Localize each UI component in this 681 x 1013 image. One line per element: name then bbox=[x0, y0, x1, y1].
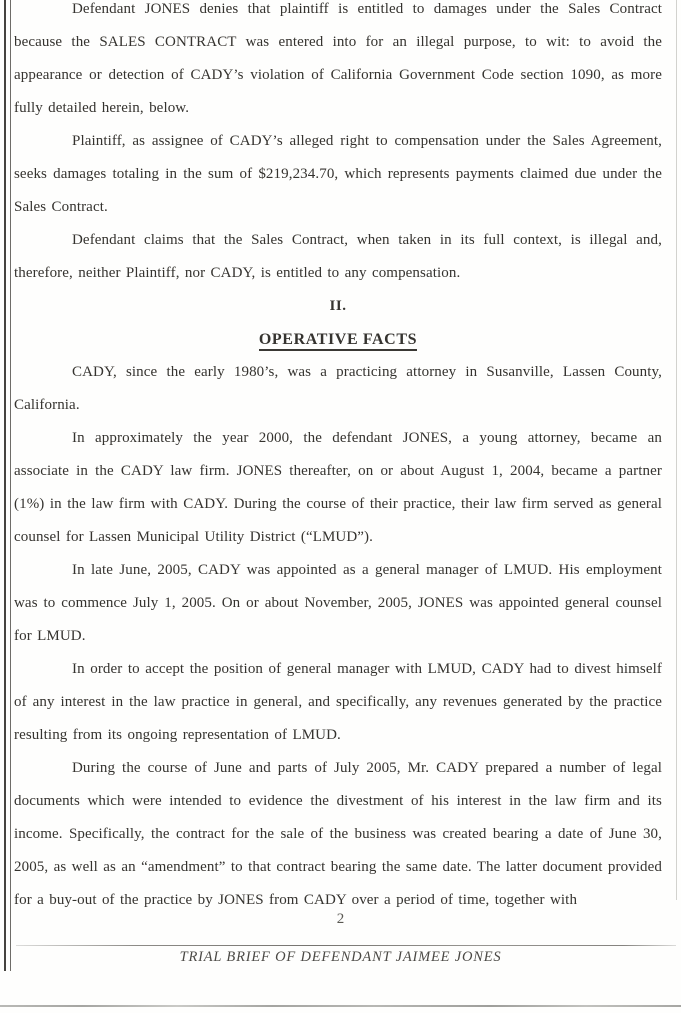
paragraph: CADY, since the early 1980’s, was a practicing attorney in Susanville, Lassen County, California. bbox=[14, 364, 662, 413]
left-margin-rule bbox=[4, 0, 11, 971]
right-margin-rule bbox=[676, 0, 677, 900]
section-heading-text: OPERATIVE FACTS bbox=[259, 331, 417, 351]
page-number: 2 bbox=[336, 911, 345, 927]
footer-title: TRIAL BRIEF OF DEFENDANT JAIMEE JONES bbox=[179, 949, 502, 965]
paragraph: In late June, 2005, CADY was appointed as a general manager of LMUD. His employment was to commence July 1, 2005. On or about November, 2005, JONES was appointed general counsel for LMUD. bbox=[14, 562, 662, 644]
paragraph: Defendant claims that the Sales Contract, when taken in its full context, is illegal and, therefore, neither Plaintiff, nor CADY, is entitled to any compensation. bbox=[14, 232, 662, 281]
document-body bbox=[14, 0, 662, 917]
paragraph: In order to accept the position of general manager with LMUD, CADY had to divest himself of any interest in the law practice in general, and specifically, any revenues generated by the practice resulting from its ongoing representation of LMUD. bbox=[14, 661, 662, 743]
scan-bottom-edge-line bbox=[0, 1005, 681, 1007]
footer-rule bbox=[16, 945, 676, 946]
section-heading bbox=[14, 323, 662, 356]
paragraph: Plaintiff, as assignee of CADY’s alleged right to compensation under the Sales Agreement, seeks damages totaling in the sum of $219,234.70, which represents payments claimed due under the Sales Contract. bbox=[14, 133, 662, 215]
paragraph: During the course of June and parts of July 2005, Mr. CADY prepared a number of legal documents which were intended to evidence the divestment of his interest in the law firm and its income. Specifically, the contract for the sale of the business was created bearing a date of June 30, 2005, as well as an “amendment” to that contract bearing the same date. The latter document provided for a buy-out of the practice by JONES from CADY over a period of time, together with bbox=[14, 760, 662, 908]
paragraph: Defendant JONES denies that plaintiff is entitled to damages under the Sales Contract because the SALES CONTRACT was entered into for an illegal purpose, to wit: to avoid the appearance or detection of CADY’s violation of California Government Code section 1090, as more fully detailed herein, below. bbox=[14, 1, 662, 116]
paragraph: In approximately the year 2000, the defendant JONES, a young attorney, became an associate in the CADY law firm. JONES thereafter, on or about August 1, 2004, became a partner (1%) in the law firm with CADY. During the course of their practice, their law firm served as general counsel for Lassen Municipal Utility District (“LMUD”). bbox=[14, 430, 662, 545]
section-numeral: II. bbox=[329, 298, 347, 314]
